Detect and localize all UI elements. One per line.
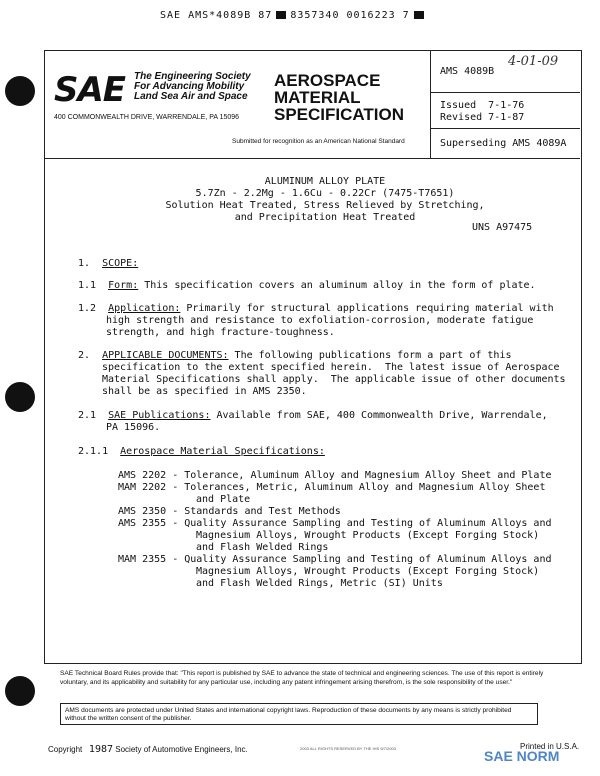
tagline-line: Land Sea Air and Space xyxy=(134,91,248,102)
punch-hole xyxy=(5,382,35,412)
section-number: 1.1 xyxy=(78,280,97,291)
title-line: SPECIFICATION xyxy=(274,105,405,124)
ams-code: AMS 2355 xyxy=(118,518,167,529)
revised-date: Revised 7-1-87 xyxy=(440,112,525,123)
copyright-holder: Society of Automotive Engineers, Inc. xyxy=(115,745,248,754)
section-1-1 xyxy=(78,280,536,292)
section-text: The following publications form a part of this xyxy=(228,350,512,361)
address: 400 COMMONWEALTH DRIVE, WARRENDALE, PA 15096 xyxy=(54,114,240,121)
section-1-2-continued: high strength and resistance to exfoliation-corrosion, moderate fatigue strength, and high fracture-toughness. xyxy=(106,315,534,338)
ams-list-item-continued: and Plate xyxy=(196,494,251,505)
uns-number: UNS A97475 xyxy=(472,222,533,233)
header-cell-divider xyxy=(430,92,580,93)
section-heading: APPLICABLE DOCUMENTS: xyxy=(102,350,229,361)
ams-list-item xyxy=(118,554,552,566)
ams-description: - Tolerances, Metric, Aluminum Alloy and Magnesium Alloy Sheet xyxy=(172,482,546,493)
document-type-title xyxy=(274,72,404,123)
issue-dates xyxy=(440,100,524,124)
ams-code: AMS 2202 xyxy=(118,470,167,481)
copyright-notice-box: AMS documents are protected under United States and international copyright laws. Reproduction of these documents by any means is strictly prohibited without the written consent of the publisher. xyxy=(60,703,538,725)
barcode-block xyxy=(276,11,286,19)
tagline-line: The Engineering Society xyxy=(134,71,251,82)
section-text: This specification covers an aluminum alloy in the form of plate. xyxy=(138,280,536,291)
header-cell-divider xyxy=(430,128,580,129)
header-divider xyxy=(44,158,580,159)
section-heading: Aerospace Material Specifications: xyxy=(120,446,325,457)
title-line: AEROSPACE xyxy=(274,71,381,90)
section-heading: SAE Publications: xyxy=(108,410,211,421)
logo-tagline xyxy=(134,72,251,102)
section-1 xyxy=(78,258,138,270)
printed-in: Printed in U.S.A. xyxy=(520,742,580,751)
material-title-line: and Precipitation Heat Treated xyxy=(234,212,416,223)
material-title-line: 5.7Zn - 2.2Mg - 1.6Cu - 0.22Cr (7475-T7651) xyxy=(195,188,455,199)
section-2-1-1 xyxy=(78,446,325,458)
section-text: Available from SAE, 400 Commonwealth Drive, Warrendale, xyxy=(210,410,548,421)
ams-list-item xyxy=(118,470,552,482)
section-1-2 xyxy=(78,303,554,315)
section-2-continued: specification to the extent specified herein. The latest issue of Aerospace Material Specifications shall apply. The applicable issue of other documents shall be as specified in AMS 2350. xyxy=(102,362,566,397)
section-number: 2.1.1 xyxy=(78,446,109,457)
header-line-right: 8357340 0016223 7 xyxy=(290,10,410,21)
issued-date: Issued 7-1-76 xyxy=(440,100,525,111)
ams-list-item xyxy=(118,482,545,494)
section-heading: SCOPE: xyxy=(102,258,139,269)
copyright-line xyxy=(48,744,248,755)
material-title-line: ALUMINUM ALLOY PLATE xyxy=(264,176,386,187)
sae-logo: SAE xyxy=(54,70,126,110)
section-heading: Application: xyxy=(108,303,181,314)
ams-code: AMS 2350 xyxy=(118,506,167,517)
barcode-block xyxy=(414,11,424,19)
ams-code: MAM 2355 xyxy=(118,554,167,565)
ams-description: - Quality Assurance Sampling and Testing of Aluminum Alloys and xyxy=(172,554,552,565)
section-number: 2.1 xyxy=(78,410,97,421)
section-2-1-continued: PA 15096. xyxy=(106,422,161,433)
section-number: 1. xyxy=(78,258,91,269)
material-title-line: Solution Heat Treated, Stress Relieved by Stretching, xyxy=(165,200,485,211)
technical-board-note: SAE Technical Board Rules provide that: "This report is published by SAE to advance the state of technical and engineering sciences. The use of this report is entirely voluntary, and its applicability and suitability for any particular use, including any patent infringement arising therefrom, is the sole responsibility of the user." xyxy=(60,670,544,686)
section-2 xyxy=(78,350,512,362)
ams-list-item xyxy=(118,506,341,518)
handwritten-date: 4-01-09 xyxy=(508,54,559,69)
section-number: 2. xyxy=(78,350,91,361)
ams-description: - Tolerance, Aluminum Alloy and Magnesium Alloy Sheet and Plate xyxy=(172,470,552,481)
copyright-label: Copyright xyxy=(48,745,83,754)
ams-list-item-continued: Magnesium Alloys, Wrought Products (Except Forging Stock) and Flash Welded Rings xyxy=(196,530,540,553)
copyright-year: 1987 xyxy=(88,744,114,755)
tagline-line: For Advancing Mobility xyxy=(134,81,245,92)
title-line: MATERIAL xyxy=(274,88,361,107)
ams-description: - Quality Assurance Sampling and Testing of Aluminum Alloys and xyxy=(172,518,552,529)
ams-code: MAM 2202 xyxy=(118,482,167,493)
section-number: 1.2 xyxy=(78,303,97,314)
ams-description: - Standards and Test Methods xyxy=(172,506,341,517)
document-number: AMS 4089B xyxy=(440,66,495,77)
sae-norm-watermark: SAE NORM xyxy=(484,748,560,764)
header-line xyxy=(160,10,428,21)
section-text: Primarily for structural applications requiring material with xyxy=(180,303,554,314)
ams-list-item-continued: Magnesium Alloys, Wrought Products (Except Forging Stock) and Flash Welded Rings, Metric (SI) Units xyxy=(196,566,540,589)
section-2-1 xyxy=(78,410,548,422)
header-column-divider xyxy=(430,50,431,158)
ams-list-item xyxy=(118,518,552,530)
header-line-left: SAE AMS*4089B 87 xyxy=(160,10,273,21)
section-heading: Form: xyxy=(108,280,139,291)
submitted-note: Submitted for recognition as an American National Standard xyxy=(232,138,405,145)
superseding: Superseding AMS 4089A xyxy=(440,138,567,149)
tiny-note: 2003 ALL RIGHTS RESERVED BY THE IHS 9/7/2003 xyxy=(300,746,396,751)
punch-hole xyxy=(5,676,35,706)
punch-hole xyxy=(5,76,35,106)
material-title xyxy=(140,176,510,224)
